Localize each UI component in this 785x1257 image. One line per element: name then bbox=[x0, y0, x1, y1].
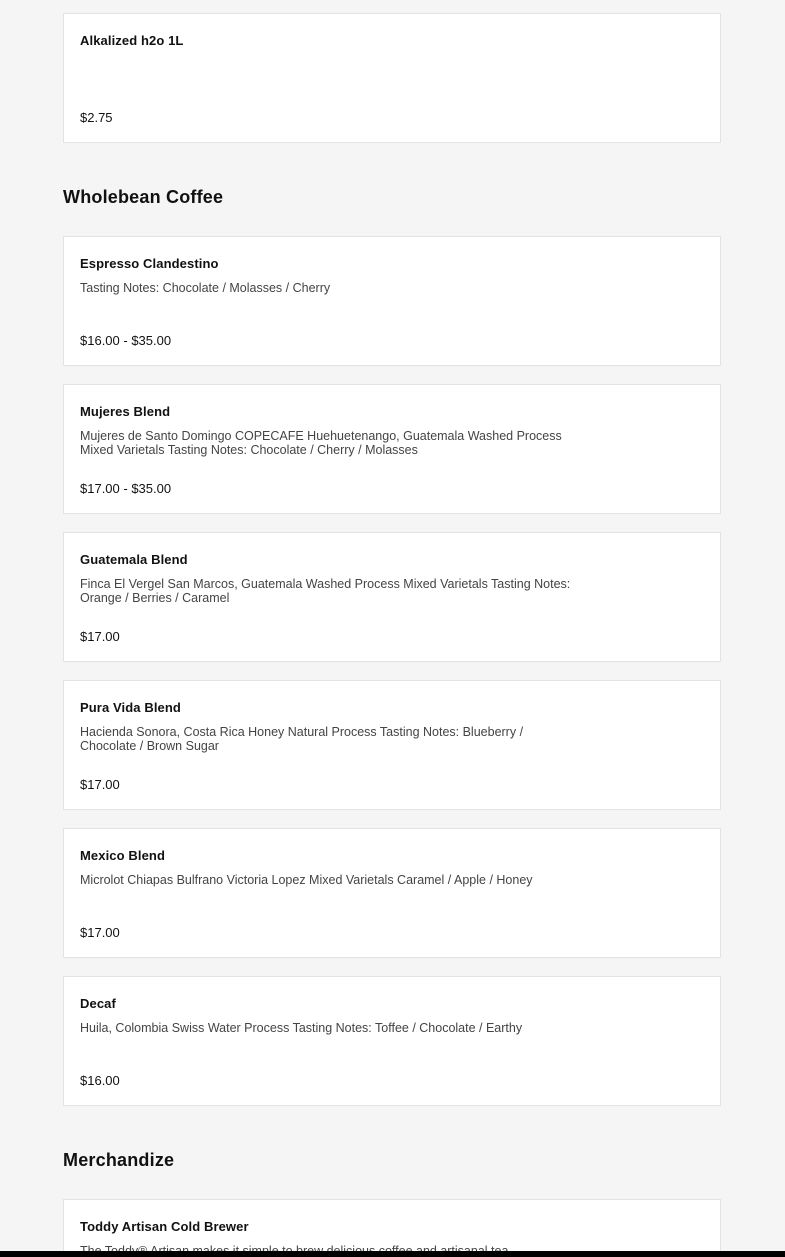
menu-item-card[interactable] bbox=[63, 680, 721, 810]
item-description: Mujeres de Santo Domingo COPECAFE Huehuetenango, Guatemala Washed Process Mixed Varietals Tasting Notes: Chocolate / Cherry / Molasses bbox=[80, 429, 562, 457]
item-name: Mujeres Blend bbox=[80, 404, 171, 419]
menu-item-card[interactable] bbox=[63, 976, 721, 1106]
item-price: $17.00 bbox=[80, 777, 120, 792]
bottom-edge-bar bbox=[0, 1251, 785, 1257]
menu-item-card[interactable] bbox=[63, 1199, 721, 1257]
menu-item-card[interactable] bbox=[63, 532, 721, 662]
menu-item-card[interactable] bbox=[63, 384, 721, 514]
item-name: Pura Vida Blend bbox=[80, 700, 181, 715]
menu-item-card[interactable] bbox=[63, 828, 721, 958]
item-name: Espresso Clandestino bbox=[80, 256, 219, 271]
item-price: $17.00 bbox=[80, 629, 120, 644]
item-name: Decaf bbox=[80, 996, 116, 1011]
item-description: Microlot Chiapas Bulfrano Victoria Lopez Mixed Varietals Caramel / Apple / Honey bbox=[80, 873, 533, 887]
menu-item-card[interactable] bbox=[63, 236, 721, 366]
item-name: Alkalized h2o 1L bbox=[80, 33, 184, 48]
menu-item-card[interactable] bbox=[63, 13, 721, 143]
item-price: $16.00 - $35.00 bbox=[80, 333, 172, 348]
item-description: Tasting Notes: Chocolate / Molasses / Cherry bbox=[80, 281, 331, 295]
item-name: Guatemala Blend bbox=[80, 552, 188, 567]
item-price: $2.75 bbox=[80, 110, 113, 125]
item-price: $17.00 bbox=[80, 925, 120, 940]
item-description: Huila, Colombia Swiss Water Process Tasting Notes: Toffee / Chocolate / Earthy bbox=[80, 1021, 523, 1035]
item-name: Mexico Blend bbox=[80, 848, 165, 863]
item-price: $16.00 bbox=[80, 1073, 120, 1088]
item-description: Finca El Vergel San Marcos, Guatemala Washed Process Mixed Varietals Tasting Notes: Orange / Berries / Caramel bbox=[80, 577, 571, 605]
item-description: Hacienda Sonora, Costa Rica Honey Natural Process Tasting Notes: Blueberry / Chocolate / Brown Sugar bbox=[80, 725, 524, 753]
section-title-merchandize: Merchandize bbox=[63, 1150, 175, 1170]
item-name: Toddy Artisan Cold Brewer bbox=[80, 1219, 249, 1234]
section-title-wholebean-coffee: Wholebean Coffee bbox=[63, 187, 224, 207]
item-price: $17.00 - $35.00 bbox=[80, 481, 172, 496]
